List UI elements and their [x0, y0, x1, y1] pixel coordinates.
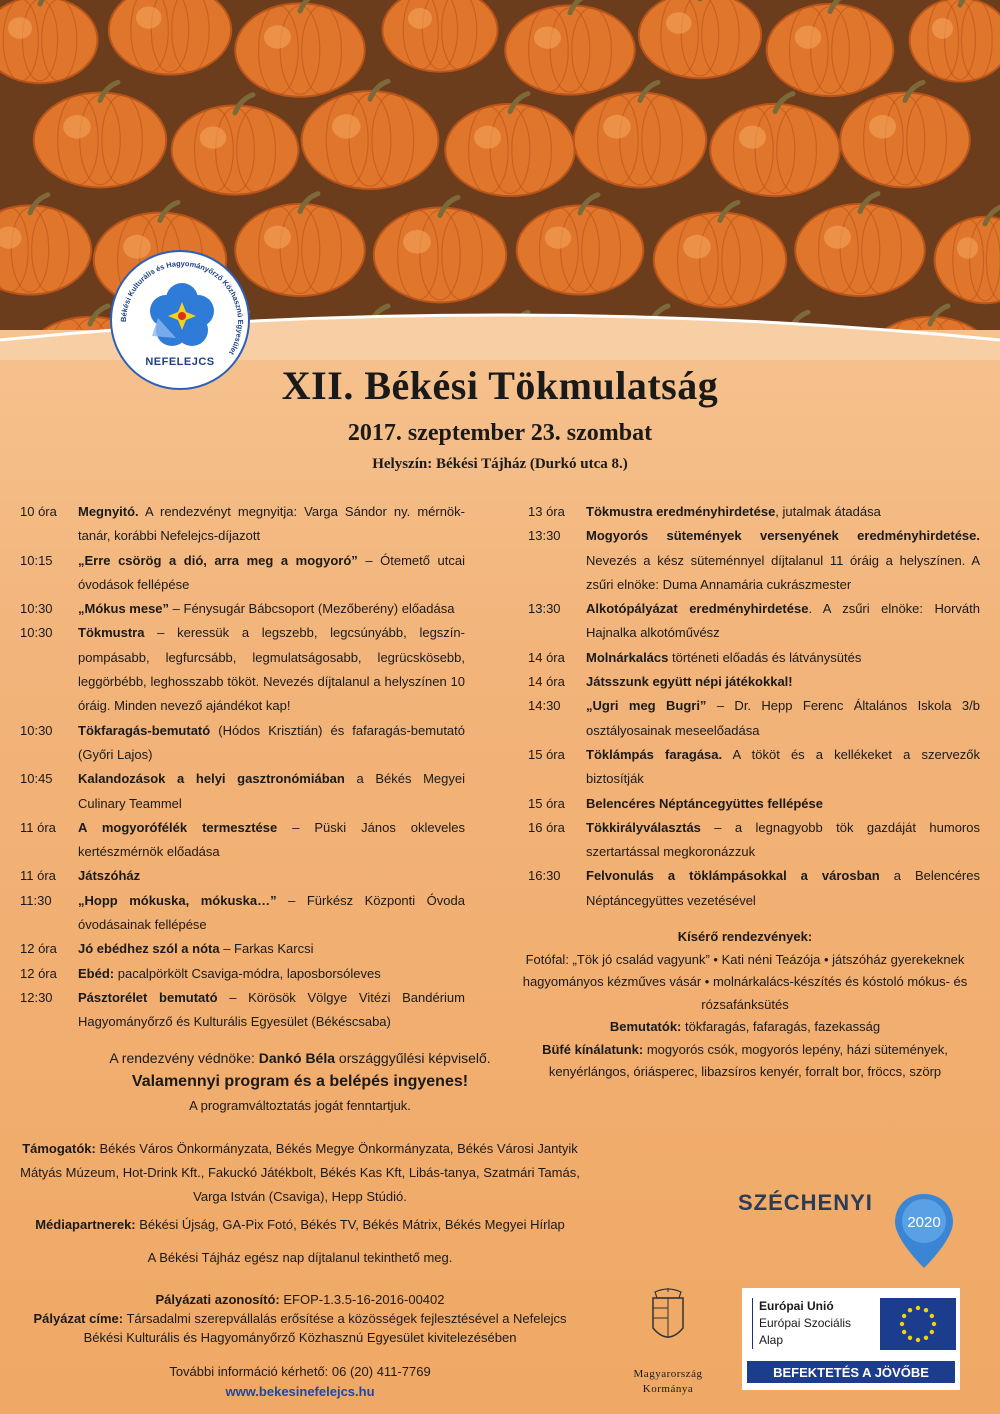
program-detail: . A zsűri elnöke: Horváth Hajnalka alkotóművész — [586, 601, 981, 641]
eu-logo-box — [742, 1288, 960, 1390]
media-block — [20, 1213, 580, 1237]
program-time: 16:30 — [528, 868, 561, 884]
program-row — [528, 792, 980, 816]
program-row — [20, 500, 465, 549]
supporters-text: Békés Város Önkormányzata, Békés Megye Önkormányzata, Békés Városi Jantyik Mátyás Múzeum, Hot-Drink Kft., Fakuckó Játékbolt, Békés Kas Kft, Libás-tanya, Szatmári Tamás, Varga István (Csaviga), Hepp Stúdió. — [20, 1141, 580, 1204]
program-row — [20, 597, 465, 621]
program-description — [78, 816, 465, 865]
event-venue: Helyszín: Békési Tájház (Durkó utca 8.) — [372, 456, 628, 472]
program-title: Tökkirályválasztás — [586, 819, 701, 835]
program-detail: Nevezés a kész süteménnyel díjtalanul 11 óráig a helyszínen. A zsűri elnöke: Duma Annamária cukrászmester — [586, 552, 980, 592]
program-detail: (Hódos Krisztián) és fafaragás-bemutató (Győri Lajos) — [78, 722, 465, 762]
program-title: Mogyorós sütemények versenyének eredményhirdetése. — [586, 528, 980, 544]
side-events-bufe — [510, 1039, 980, 1084]
program-detail: történeti előadás és látványsütés — [668, 649, 862, 665]
website-link[interactable]: www.bekesinefelejcs.hu — [225, 1384, 375, 1399]
program-row — [20, 816, 465, 865]
program-detail: a Belencéres Néptáncegyüttes vezetésével — [586, 868, 980, 908]
logo-name: NEFELEJCS — [145, 356, 215, 368]
program-detail: pacalpörkölt Csaviga-módra, laposborsóleves — [114, 965, 381, 981]
event-title: XII. Békési Tökmulatság — [281, 363, 719, 408]
government-text — [618, 1367, 718, 1397]
program-title: A mogyorófélék termesztése — [78, 819, 278, 835]
program-title: Felvonulás a töklámpásokkal a városban — [586, 868, 880, 884]
program-time: 10 óra — [20, 504, 57, 519]
program-title: Tökmustra eredményhirdetése — [586, 504, 776, 519]
grant-block — [20, 1290, 580, 1347]
grant-title-value: Társadalmi szerepvállalás erősítése a közösségek fejlesztésével a Nefelejcs Békési Kulturális és Hagyományőrző Közhasznú Egyesület kivitelezésében — [83, 1311, 567, 1345]
program-detail: – Ótemető utcai óvodások fellépése — [78, 552, 465, 592]
side-events-fotofal: Fotófal: „Tök jó család vagyunk” • Kati néni Teázója • játszóház gyerekeknek hagyományos kézműves vásár • molnárkalács-készítés és kóstoló mókus- és rózsafánksütés — [522, 951, 968, 1012]
program-detail: – Dr. Hepp Ferenc Általános Iskola 3/b osztályosainak meseelőadása — [586, 698, 980, 738]
program-title: „Mókus mese” — [78, 601, 170, 617]
change-notice: A programváltoztatás jogát fenntartjuk. — [189, 1098, 411, 1113]
program-title: Tökmustra — [78, 625, 145, 641]
program-description — [586, 597, 980, 646]
patron-name: Dankó Béla — [258, 1050, 336, 1066]
program-time: 13:30 — [528, 601, 561, 617]
program-time: 14:30 — [528, 698, 561, 714]
program-row — [528, 816, 980, 865]
program-description — [586, 500, 980, 524]
contact-block — [20, 1362, 580, 1402]
bemutatok-text: tökfaragás, fafaragás, fazekasság — [681, 1019, 881, 1034]
program-row — [20, 962, 465, 986]
program-row — [528, 646, 980, 670]
government-line2: Kormánya — [642, 1383, 694, 1395]
program-description — [586, 524, 980, 597]
program-description — [78, 889, 465, 938]
program-description — [78, 864, 465, 888]
program-description — [78, 986, 465, 1035]
program-description — [78, 767, 465, 816]
szechenyi-year: 2020 — [907, 1214, 941, 1231]
supporters-label: Támogatók: — [22, 1141, 96, 1156]
program-description — [586, 864, 980, 913]
program-row — [528, 597, 980, 646]
program-title: Töklámpás faragása. — [586, 746, 723, 762]
program-time: 13 óra — [528, 504, 565, 519]
government-line1: Magyarország — [633, 1368, 703, 1380]
program-title: „Erre csörög a dió, arra meg a mogyoró” — [78, 552, 358, 568]
program-description — [78, 621, 465, 718]
program-title: Kalandozások a helyi gasztronómiában — [78, 771, 345, 787]
program-description — [586, 646, 980, 670]
program-description — [78, 597, 465, 621]
program-row — [528, 670, 980, 694]
program-left-column — [20, 500, 465, 1035]
program-description — [586, 670, 980, 694]
coat-of-arms-icon — [643, 1288, 693, 1358]
program-detail: A rendezvényt megnyitja: Varga Sándor ny. mérnök-tanár, korábbi Nefelejcs-díjazott — [78, 504, 465, 544]
tajhaz-note: A Békési Tájház egész nap díjtalanul tekinthető meg. — [147, 1250, 453, 1265]
program-time: 16 óra — [528, 819, 565, 835]
program-title: Jó ebédhez szól a nóta — [78, 941, 220, 957]
side-events — [510, 926, 980, 1084]
program-title: Belencéres Néptáncegyüttes fellépése — [586, 795, 823, 811]
program-detail: – Farkas Karcsi — [219, 941, 314, 957]
program-row — [20, 937, 465, 961]
contact-info: További információ kérhető: 06 (20) 411-7769 — [169, 1364, 431, 1379]
program-title: Molnárkalács — [586, 649, 669, 665]
program-time: 11:30 — [20, 892, 52, 908]
program-description — [78, 500, 465, 549]
program-time: 10:15 — [20, 552, 53, 568]
program-description — [78, 937, 465, 961]
program-time: 15 óra — [528, 746, 565, 762]
program-time: 10:30 — [20, 722, 53, 738]
eu-banner: BEFEKTETÉS A JÖVŐBE — [746, 1360, 956, 1384]
program-description — [78, 719, 465, 768]
program-row — [20, 621, 465, 718]
logo-ring-text: Békési Kulturális és Hagyományőrző Közhasznú Egyesület — [118, 258, 246, 357]
program-detail: – a legnagyobb tök gazdáját humoros szertartással megkoronázzuk — [586, 819, 980, 860]
program-detail: , jutalmak átadása — [775, 504, 881, 519]
szechenyi-pin-icon — [893, 1192, 955, 1270]
grant-id-value: EFOP-1.3.5-16-2016-00402 — [279, 1292, 445, 1307]
program-title: Megnyitó. — [78, 504, 139, 519]
side-events-heading: Kísérő rendezvények: — [677, 929, 813, 944]
program-title: Ebéd: — [78, 965, 115, 981]
program-row — [20, 719, 465, 768]
media-text: Békési Újság, GA-Pix Fotó, Békés TV, Békés Mátrix, Békés Megyei Hírlap — [135, 1217, 565, 1232]
program-title: Játsszunk együtt népi játékokkal! — [586, 674, 793, 690]
program-time: 11 óra — [20, 819, 56, 835]
eu-line1: Európai Unió — [759, 1299, 834, 1313]
program-row — [528, 694, 980, 743]
program-description — [586, 792, 980, 816]
program-time: 10:30 — [20, 601, 53, 617]
program-row — [528, 743, 980, 792]
program-detail: A tököt és a kellékeket a szervezők biztosítják — [586, 746, 980, 787]
program-row — [20, 986, 465, 1035]
program-description — [586, 694, 980, 743]
program-row — [20, 767, 465, 816]
program-description — [586, 816, 980, 865]
program-detail: – Fénysugár Bábcsoport (Mezőberény) előadása — [169, 601, 455, 617]
program-title: Játszóház — [78, 868, 141, 884]
program-title: Tökfaragás-bemutató — [78, 722, 211, 738]
program-time: 12:30 — [20, 989, 53, 1005]
side-events-bemutatok — [510, 1016, 980, 1039]
program-detail: a Békés Megyei Culinary Teammel — [78, 771, 465, 811]
grant-title — [20, 1309, 580, 1347]
eu-line3: Alap — [759, 1333, 784, 1347]
program-row — [20, 889, 465, 938]
hungarian-government-logo — [618, 1288, 718, 1397]
program-title: „Hopp mókuska, mókuska…” — [78, 892, 277, 908]
szechenyi-logo-text: SZÉCHENYI — [738, 1190, 873, 1215]
program-row — [528, 864, 980, 913]
program-time: 15 óra — [528, 795, 565, 811]
grant-title-label: Pályázat címe: — [33, 1311, 124, 1326]
program-detail: – Püski János okleveles kertészmérnök előadása — [78, 819, 465, 860]
program-detail: – keressük a legszebb, legcsúnyább, legszínpompásabb, legfurcsább, legmulatságosabb, legrücskösebb, leggörbébb, leghosszabb tököt. Nevezés díjtalanul a helyszínen 10 óráig. Minden nevező ajándékot kap! — [78, 625, 465, 714]
program-time: 12 óra — [20, 965, 57, 981]
event-date: 2017. szeptember 23. szombat — [347, 420, 653, 446]
eu-text — [752, 1298, 851, 1349]
media-label: Médiapartnerek: — [35, 1217, 136, 1232]
bufe-text: mogyorós csók, mogyorós lepény, házi sütemények, kenyérlángos, óriásperec, libazsíros kenyér, forralt bor, fröccs, szörp — [548, 1041, 948, 1079]
program-row — [528, 524, 980, 597]
program-time: 11 óra — [20, 868, 56, 884]
program-time: 14 óra — [528, 674, 565, 690]
eu-line2: Európai Szociális — [759, 1316, 852, 1330]
bemutatok-label: Bemutatók: — [609, 1019, 682, 1034]
program-right-column — [528, 500, 980, 913]
program-row — [528, 500, 980, 524]
program-detail: – Fürkész Központi Óvoda óvodásainak fellépése — [78, 892, 465, 933]
program-time: 14 óra — [528, 649, 565, 665]
patron-block — [20, 1046, 580, 1118]
program-time: 10:30 — [20, 625, 53, 641]
program-detail: – Körösök Völgye Vitézi Bandérium Hagyományőrző és Kulturális Egyesület (Békéscsaba) — [78, 989, 465, 1030]
program-row — [20, 864, 465, 888]
grant-id-label: Pályázati azonosító: — [155, 1292, 280, 1307]
program-title: Pásztorélet bemutató — [78, 989, 218, 1005]
program-time: 13:30 — [528, 528, 561, 544]
program-description — [586, 743, 980, 792]
program-description — [78, 962, 465, 986]
patron-prefix: A rendezvény védnöke: — [109, 1050, 259, 1066]
program-title: Alkotópályázat eredményhirdetése — [586, 601, 809, 617]
program-time: 12 óra — [20, 941, 57, 957]
grant-id — [20, 1290, 580, 1309]
bufe-label: Büfé kínálatunk: — [542, 1041, 644, 1057]
program-title: „Ugri meg Bugri” — [586, 698, 707, 714]
patron-suffix: országgyűlési képviselő. — [335, 1050, 491, 1066]
free-entry: Valamennyi program és a belépés ingyenes! — [131, 1073, 469, 1090]
supporters-block — [20, 1137, 580, 1209]
program-row — [20, 549, 465, 598]
program-time: 10:45 — [20, 771, 53, 787]
patron-line — [20, 1046, 580, 1070]
eu-flag-icon — [880, 1298, 956, 1350]
program-description — [78, 549, 465, 598]
